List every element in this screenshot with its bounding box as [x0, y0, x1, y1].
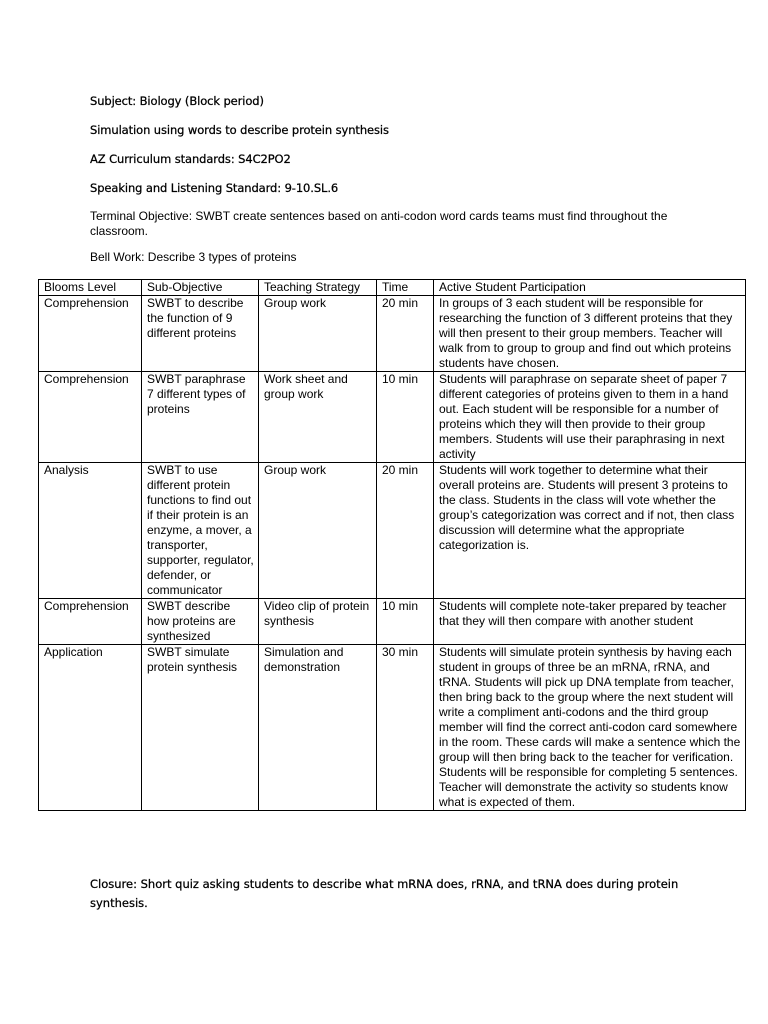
- lesson-table: [38, 279, 746, 811]
- cell-blooms-level: Comprehension: [39, 296, 142, 372]
- terminal-objective: Terminal Objective: SWBT create sentences based on anti-codon word cards teams must find throughout the classroom.: [90, 209, 668, 238]
- table-row: [39, 463, 746, 599]
- closure-statement: Closure: Short quiz asking students to describe what mRNA does, rRNA, and tRNA does during protein synthesis.: [90, 877, 679, 910]
- cell-participation: In groups of 3 each student will be responsible for researching the function of 3 different proteins that they will then present to their group members. Teacher will walk from to group to group and find out which proteins students have chosen.: [434, 296, 746, 372]
- header-time: Time: [377, 280, 434, 296]
- cell-time: 20 min: [377, 296, 434, 372]
- cell-time: 30 min: [377, 645, 434, 811]
- header-active-student-participation: Active Student Participation: [434, 280, 746, 296]
- subject-line: Subject: Biology (Block period): [90, 94, 264, 108]
- az-standards-line: AZ Curriculum standards: S4C2PO2: [90, 152, 291, 166]
- header-blooms-level: Blooms Level: [39, 280, 142, 296]
- cell-participation: Students will complete note-taker prepared by teacher that they will then compare with another student: [434, 599, 746, 645]
- cell-time: 10 min: [377, 372, 434, 463]
- cell-blooms-level: Comprehension: [39, 599, 142, 645]
- cell-sub-objective: SWBT simulate protein synthesis: [142, 645, 259, 811]
- cell-time: 20 min: [377, 463, 434, 599]
- simulation-line: Simulation using words to describe protein synthesis: [90, 123, 389, 137]
- cell-teaching-strategy: Simulation and demonstration: [259, 645, 377, 811]
- cell-blooms-level: Analysis: [39, 463, 142, 599]
- cell-sub-objective: SWBT to describe the function of 9 different proteins: [142, 296, 259, 372]
- bell-work: Bell Work: Describe 3 types of proteins: [90, 250, 297, 264]
- cell-time: 10 min: [377, 599, 434, 645]
- cell-sub-objective: SWBT paraphrase 7 different types of proteins: [142, 372, 259, 463]
- table-row: [39, 599, 746, 645]
- header-teaching-strategy: Teaching Strategy: [259, 280, 377, 296]
- cell-participation: Students will work together to determine what their overall proteins are. Students will present 3 proteins to the class. Students in the class will vote whether the group’s categorization was correct and if not, then class discussion will determine what the appropriate categorization is.: [434, 463, 746, 599]
- cell-participation: Students will simulate protein synthesis by having each student in groups of three be an mRNA, rRNA, and tRNA. Students will pick up DNA template from teacher, then bring back to the group where the next student will write a compliment anti-codons and the third group member will find the correct anti-codon card somewhere in the room. These cards will make a sentence which the group will then bring back to the teacher for verification. Students will be responsible for completing 5 sentences. Teacher will demonstrate the activity so students know what is expected of them.: [434, 645, 746, 811]
- table-row: [39, 645, 746, 811]
- header-sub-objective: Sub-Objective: [142, 280, 259, 296]
- cell-blooms-level: Application: [39, 645, 142, 811]
- cell-participation: Students will paraphrase on separate sheet of paper 7 different categories of proteins given to them in a hand out. Each student will be responsible for a number of proteins which they will then provide to their group members. Students will use their paraphrasing in next activity: [434, 372, 746, 463]
- cell-teaching-strategy: Video clip of protein synthesis: [259, 599, 377, 645]
- table-row: [39, 296, 746, 372]
- cell-blooms-level: Comprehension: [39, 372, 142, 463]
- cell-teaching-strategy: Group work: [259, 296, 377, 372]
- table-row: [39, 372, 746, 463]
- cell-sub-objective: SWBT to use different protein functions to find out if their protein is an enzyme, a mover, a transporter, supporter, regulator, defender, or communicator: [142, 463, 259, 599]
- speaking-standard-line: Speaking and Listening Standard: 9-10.SL.6: [90, 181, 339, 195]
- cell-teaching-strategy: Group work: [259, 463, 377, 599]
- table-header-row: [39, 280, 746, 296]
- cell-sub-objective: SWBT describe how proteins are synthesized: [142, 599, 259, 645]
- cell-teaching-strategy: Work sheet and group work: [259, 372, 377, 463]
